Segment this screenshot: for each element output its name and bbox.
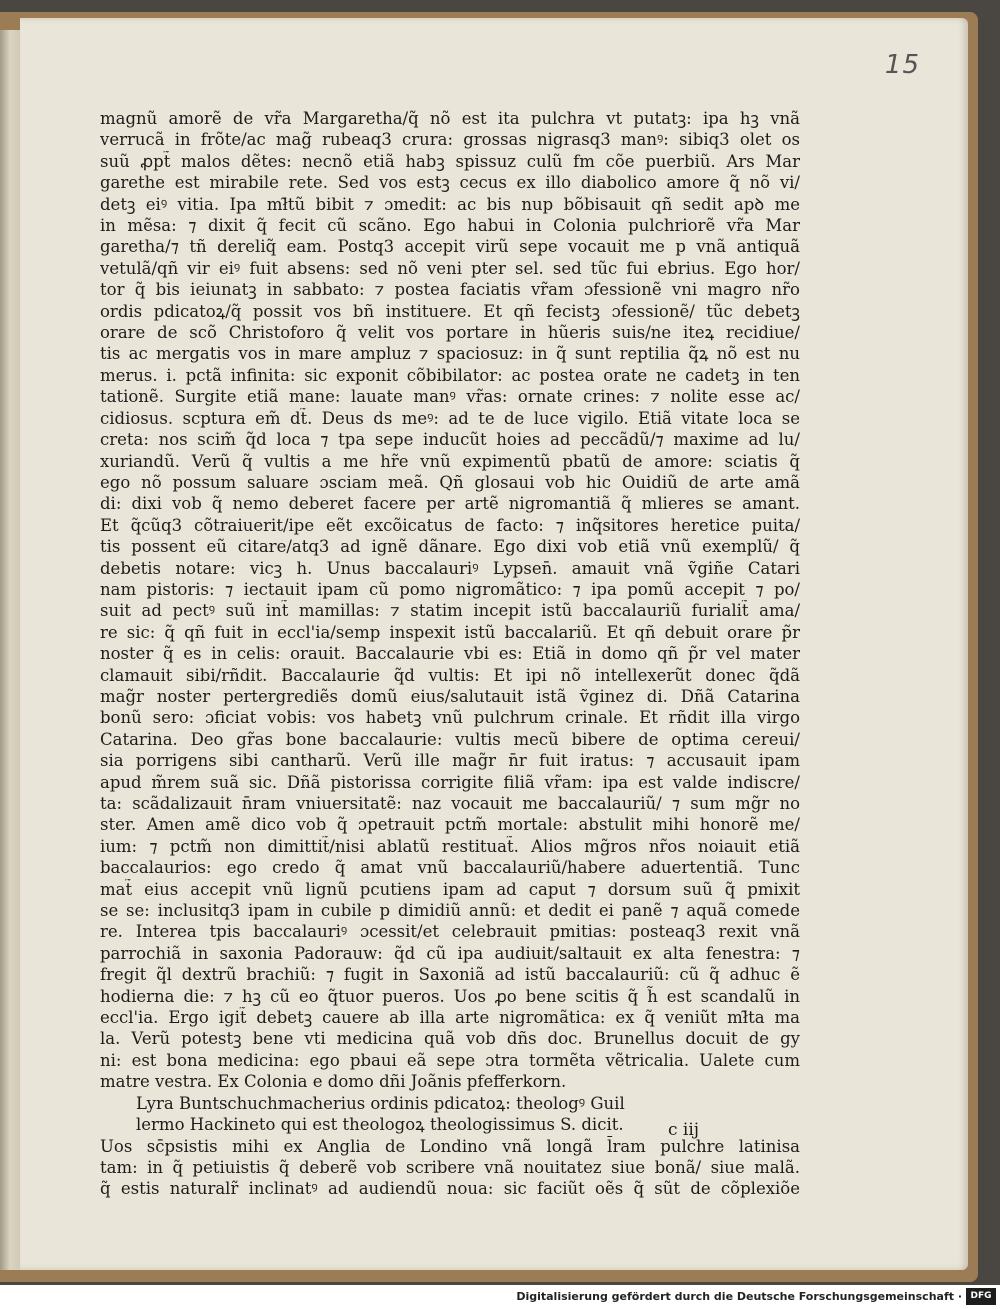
text-line: debetis notare: vicꝫ h. Unus baccalauriꝰ Lypsen̄. amauit vnã ṽgiñe Catari	[100, 558, 800, 578]
text-line: Catarina. Deo gr̃as bone baccalaurie: vultis mecũ bibere de optima cereui/	[100, 729, 800, 749]
text-line: Lyra Buntschuchmacherius ordinis pdicatoꝝ: theologꝰ Guil	[136, 1093, 625, 1113]
text-line: la. Verũ potestꝫ bene vti medicina quã vob dñs doc. Brunellus docuit de gy	[100, 1029, 800, 1049]
text-line: matre vestra. Ex Colonia e domo dñi Joãnis pfefferkorn.	[100, 1072, 567, 1092]
text-line: hodierna die: ⁊ hꝫ cũ eo q̃tuor pueros. Uos ꝓo bene scitis q̃ h̃ est scandalũ in	[100, 986, 800, 1006]
text-line: noster q̃ es in celis: orauit. Baccalaurie vbi es: Etiã in domo qñ p̃r vel mater	[100, 644, 800, 664]
text-line: fregit q̃l dextrũ brachiũ: ⁊ fugit in Saxoniã ad istũ baccalauriũ: cũ q̃ adhuc ẽ	[100, 965, 800, 985]
text-line: lermo Hackineto qui est theologoꝝ theologissimus S. dicit.	[136, 1115, 624, 1135]
text-line: re sic: q̃ qñ fuit in eccl'ia/semp inspexit istũ baccalariũ. Et qñ debuit orare p̃r	[100, 622, 800, 642]
text-line: Uos sc̄psistis mihi ex Anglia de Londino vnã longã l̄ram pulchre latinisa	[100, 1136, 800, 1156]
text-line: tis ac mergatis vos in mare ampluz ⁊ spaciosuz: in q̃ sunt reptilia q̃ꝝ nõ est nu	[100, 344, 800, 364]
text-line: sia porrigens sibi cantharũ. Verũ ille mag̃r n̄r fuit iratus: ⁊ accusauit ipam	[100, 751, 800, 771]
text-line: ego nõ possum saluare ɔsciam meã. Qñ glosaui vob hic Ouidiũ de arte amã	[100, 472, 800, 492]
folio-number: 15	[884, 50, 920, 80]
book-spine	[0, 30, 22, 1270]
text-line: baccalaurios: ego credo q̃ amat vnũ baccalauriũ/habere aduertentiã. Tunc	[100, 858, 800, 878]
text-line: verrucã in frõte/ac mag̃ rubeaq3 crura: grossas nigrasq3 manꝰ: sibiq3 olet os	[100, 130, 800, 150]
text-line: tam: in q̃ petiuistis q̃ deberẽ vob scribere vnã nouitatez siue bonã/ siue malã.	[100, 1157, 800, 1177]
signature-mark: c iij	[668, 1120, 700, 1140]
text-line: magnũ amorẽ de vr̃a Margaretha/q̃ nõ est ita pulchra vt putatꝫ: ipa hꝫ vnã	[100, 109, 800, 128]
text-line: mat̃ eius accepit vnũ lignũ pcutiens ipam ad caput ⁊ dorsum suũ q̃ pmixit	[100, 879, 800, 899]
footer-bar	[0, 1285, 1000, 1309]
text-line: garethe est mirabile rete. Sed vos estꝫ cecus ex illo diabolico amore q̃ nõ vi/	[100, 173, 800, 193]
text-line: bonũ sero: ɔficiat vobis: vos habetꝫ vnũ pulchrum crinale. Et rñdit illa virgo	[100, 708, 800, 728]
text-line: re. Interea tpis baccalauriꝰ ɔcessit/et celebrauit pmitias: posteaq3 rexit vnã	[100, 922, 800, 942]
text-line: xuriandũ. Verũ q̃ vultis a me hr̃e vnũ expimentũ pbatũ de amore: sciatis q̃	[100, 451, 800, 471]
text-line: ster. Amen amẽ dico vob q̃ ɔpetrauit pctm̃ mortale: abstulit mihi honorẽ me/	[100, 815, 800, 835]
text-line: detꝫ eiꝰ vitia. Ipa mł̃tũ bibit ⁊ ɔmedit: ac bis nup bõbisauit qñ sedit apꝺ me	[100, 194, 800, 214]
text-line: suũ ꝓpt̃ malos dẽtes: necnõ etiã habꝫ spissuz culũ fm cõe puerbiũ. Ars Mar	[100, 151, 800, 171]
text-line: garetha/⁊ tñ dereliq̃ eam. Postq3 accepit virũ sepe vocauit me p vnã antiquã	[100, 237, 800, 257]
text-line: eccl'ia. Ergo igit̃ debetꝫ cauere ab illa arte nigromãtica: ex q̃ veniũt mł̃ta ma	[100, 1008, 800, 1028]
funding-notice: Digitalisierung gefördert durch die Deutsche Forschungsgemeinschaft ·	[516, 1290, 962, 1303]
text-line: Et q̃cũq3 cõtraiuerit/ipe eẽt excõicatus de facto: ⁊ inq̃sitores heretice puita/	[100, 515, 800, 535]
text-line: se se: inclusitq3 ipam in cubile p dimidiũ annũ: et dedit ei panẽ ⁊ aquã comede	[100, 901, 800, 921]
text-line: ordis pdicatoꝝ/q̃ possit vos bñ instituere. Et qñ fecistꝫ ɔfessionẽ/ tũc debetꝫ	[100, 301, 800, 321]
text-line: parrochiã in saxonia Padorauw: q̃d cũ ipa audiuit/saltauit ex alta fenestra: ⁊	[100, 943, 800, 963]
text-line: cidiosus. scptura em̃ dt̃. Deus ds meꝰ: ad te de luce vigilo. Etiã vitate loca se	[100, 408, 800, 428]
printed-text-block	[100, 108, 800, 1200]
text-line: vetulã/qñ vir eiꝰ fuit absens: sed nõ veni pter sel. sed tũc fui ebrius. Ego hor/	[100, 258, 800, 278]
dfg-logo-icon: DFG	[966, 1288, 996, 1305]
text-line: mag̃r noster pertergrediẽs domũ eius/salutauit istã ṽginez di. Dñã Catarina	[100, 686, 800, 706]
text-line: tor q̃ bis ieiunatꝫ in sabbato: ⁊ postea faciatis vr̃am ɔfessionẽ vni magro nr̃o	[100, 280, 800, 300]
text-line: ni: est bona medicina: ego pbaui eã sepe ɔtra tormẽta vẽtricalia. Ualete cum	[100, 1050, 800, 1070]
text-line: clamauit sibi/rñdit. Baccalaurie q̃d vultis: Et ipi nõ intellexerũt donec q̃dã	[100, 665, 800, 685]
text-line: q̃ estis naturalr̃ inclinatꝰ ad audiendũ noua: sic faciũt oẽs q̃ sũt de cõplexiõe	[100, 1179, 800, 1199]
text-line: ium: ⁊ pctm̃ non dimittit̃/nisi ablatũ restituat̃. Alios mg̃ros nr̃os noiauit etiã	[100, 836, 800, 856]
text-line: nam pistoris: ⁊ iectauit ipam cũ pomo nigromãtico: ⁊ ipa pomũ accepit ⁊ po/	[100, 579, 800, 599]
text-line: suit ad pectꝰ suũ int̃ mamillas: ⁊ statim incepit istũ baccalauriũ furialit̃ ama/	[100, 601, 800, 621]
text-line: tationẽ. Surgite etiã mane: lauate manꝰ vr̃as: ornate crines: ⁊ nolite esse ac/	[100, 387, 800, 407]
text-line: di: dixi vob q̃ nemo deberet facere per artẽ nigromantiã q̃ mlieres se amant.	[100, 494, 800, 514]
text-line: orare de scõ Christoforo q̃ velit vos portare in hũeris suis/ne iteꝝ recidiue/	[100, 323, 800, 343]
text-line: merus. i. pctã infinita: sic exponit cõbibilator: ac postea orate ne cadetꝫ in ten	[100, 365, 800, 385]
text-line: in mẽsa: ⁊ dixit q̃ fecit cũ scãno. Ego habui in Colonia pulchriorẽ vr̃a Mar	[100, 216, 800, 236]
text-line: apud m̃rem suã sic. Dñã pistorissa corrigite filiã vr̃am: ipa est valde indiscre/	[100, 772, 800, 792]
text-line: tis possent eũ citare/atq3 ad ignẽ dãnare. Ego dixi vob etiã vnũ exemplũ/ q̃	[100, 537, 800, 557]
text-line: creta: nos scim̃ q̃d loca ⁊ tpa sepe inducũt hoies ad peccãdũ/⁊ maxime ad lu/	[100, 430, 800, 450]
text-line: ta: scãdalizauit n̄ram vniuersitatẽ: naz vocauit me baccalauriũ/ ⁊ sum mg̃r no	[100, 794, 800, 813]
